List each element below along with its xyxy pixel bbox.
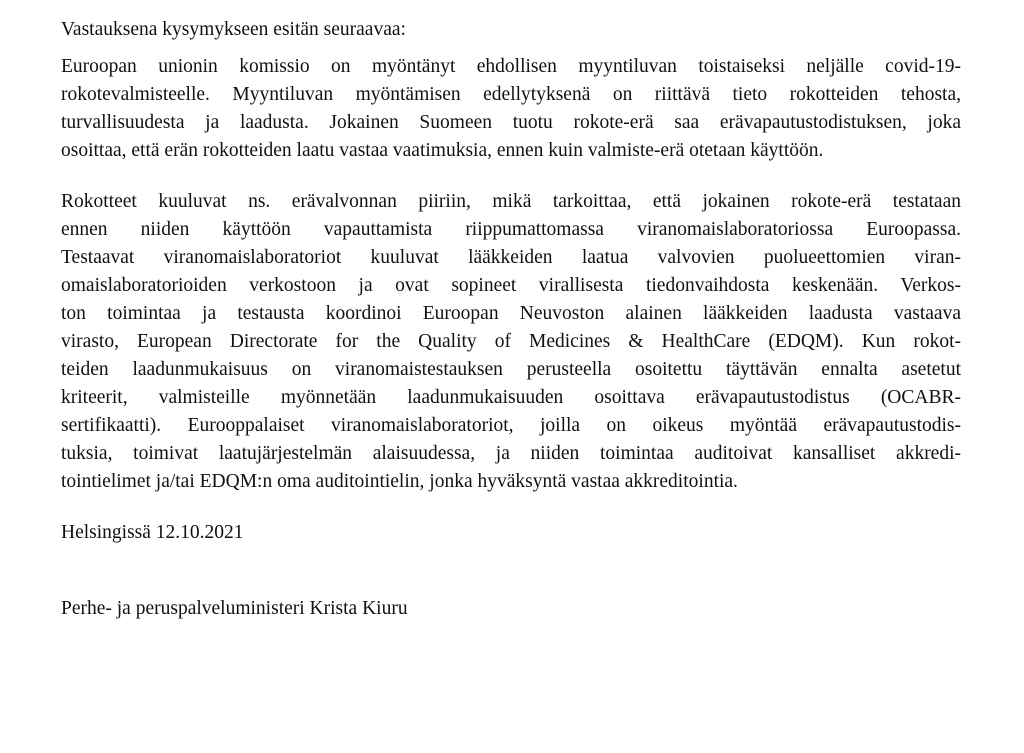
- intro-text: Vastauksena kysymykseen esitän seuraavaa:: [61, 19, 406, 40]
- paragraph-line: ennen niiden käyttöön vapauttamista riippumattomassa viranomaislaboratoriossa Euroopassa.: [61, 219, 961, 240]
- paragraph-line: rokotevalmisteelle. Myyntiluvan myöntämisen edellytyksenä on riittävä tieto rokotteiden tehosta,: [61, 84, 961, 105]
- paragraph-batch-control: [61, 188, 961, 496]
- paragraph-line: omaislaboratorioiden verkostoon ja ovat sopineet virallisesta tiedonvaihdosta keskenään. Verkos-: [61, 275, 961, 296]
- paragraph-line: Euroopan unionin komissio on myöntänyt ehdollisen myyntiluvan toistaiseksi neljälle covid-19-: [61, 56, 961, 77]
- paragraph-line: tuksia, toimivat laatujärjestelmän alaisuudessa, ja niiden toimintaa auditoivat kansalliset akkredi-: [61, 443, 961, 464]
- paragraph-line: osoittaa, että erän rokotteiden laatu vastaa vaatimuksia, ennen kuin valmiste-erä otetaan käyttöön.: [61, 140, 824, 161]
- paragraph-line: ton toimintaa ja testausta koordinoi Euroopan Neuvoston alainen lääkkeiden laadusta vastaava: [61, 303, 961, 324]
- paragraph-line: virasto, European Directorate for the Quality of Medicines & HealthCare (EDQM). Kun rokot-: [61, 331, 961, 352]
- paragraph-marketing-authorisation: [61, 53, 961, 165]
- document-body: [61, 16, 961, 623]
- paragraph-line: Rokotteet kuuluvat ns. erävalvonnan piiriin, mikä tarkoittaa, että jokainen rokote-erä testataan: [61, 191, 961, 212]
- signature: Perhe- ja peruspalveluministeri Krista Kiuru: [61, 598, 408, 619]
- paragraph-line: teiden laadunmukaisuus on viranomaistestauksen perusteella osoitettu täyttävän ennalta asetetut: [61, 359, 961, 380]
- paragraph-line: kriteerit, valmisteille myönnetään laadunmukaisuuden osoittava erävapautustodistus (OCABR-: [61, 387, 961, 408]
- paragraph-line: Testaavat viranomaislaboratoriot kuuluvat lääkkeiden laatua valvovien puolueettomien viran-: [61, 247, 961, 268]
- paragraph-line: turvallisuudesta ja laadusta. Jokainen Suomeen tuotu rokote-erä saa erävapautustodistuksen, joka: [61, 112, 961, 133]
- place-and-date: Helsingissä 12.10.2021: [61, 522, 244, 543]
- paragraph-line: sertifikaatti). Eurooppalaiset viranomaislaboratoriot, joilla on oikeus myöntää erävapautustodis-: [61, 415, 961, 436]
- paragraph-line: tointielimet ja/tai EDQM:n oma auditointielin, jonka hyväksyntä vastaa akkreditointia.: [61, 471, 738, 492]
